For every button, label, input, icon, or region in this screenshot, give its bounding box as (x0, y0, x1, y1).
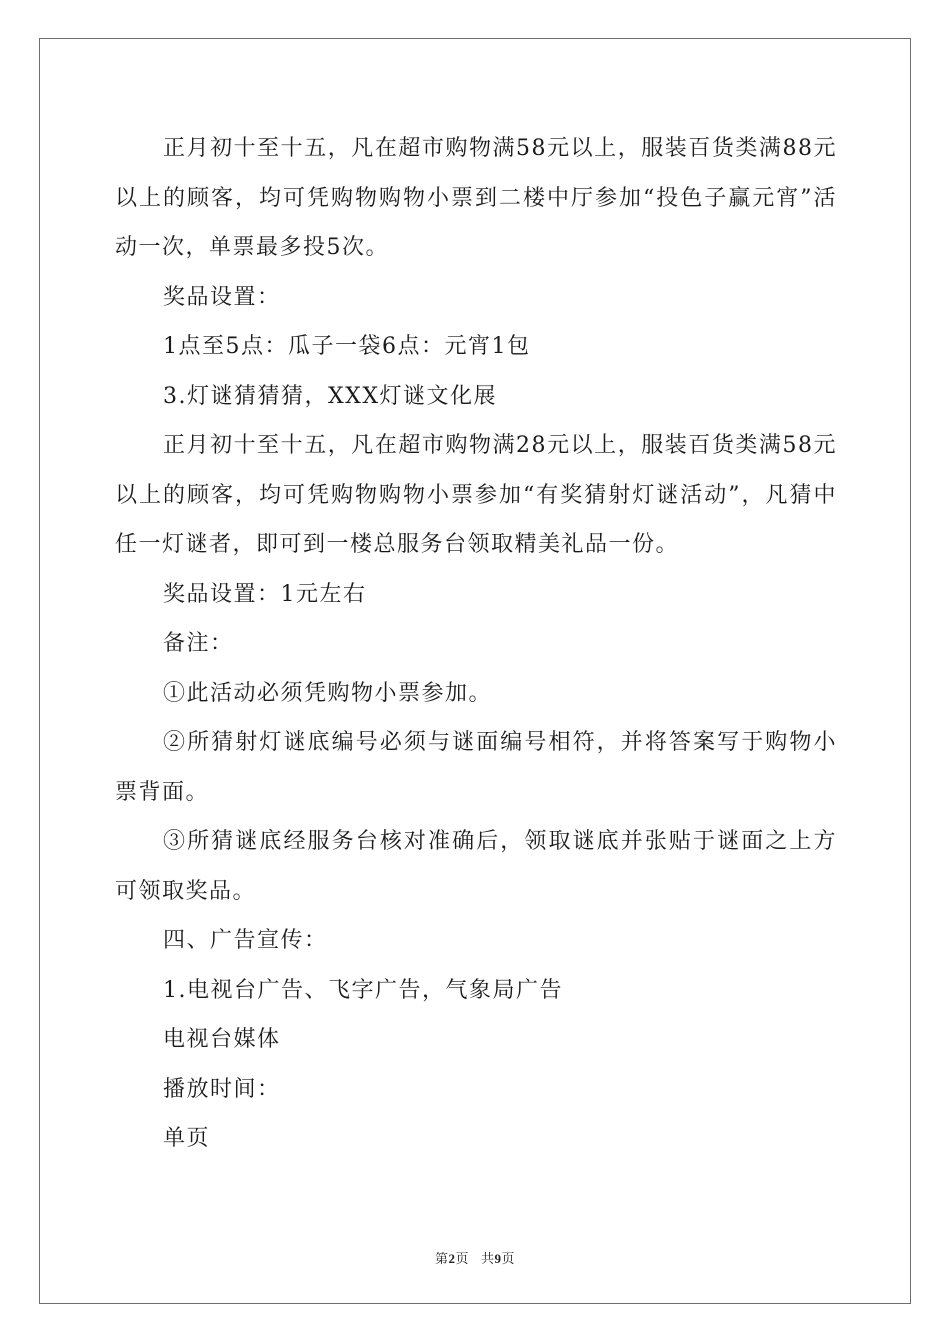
paragraph-riddle-prize: 奖品设置：1元左右 (163, 581, 367, 607)
page-prefix: 第 (434, 1251, 449, 1266)
paragraph-flyer: 单页 (163, 1126, 211, 1151)
paragraph-dice-prizes: 1点至5点：瓜子一袋6点：元宵1包 (163, 334, 531, 359)
paragraph-note-1: ①此活动必须凭购物小票参加。 (163, 680, 493, 706)
paragraph-note-3: ③所猜谜底经服务台核对准确后，领取谜底并张贴于谜面之上方可领取奖品。 (115, 829, 837, 904)
total-unit: 页 (501, 1251, 516, 1266)
paragraph-tv-media: 电视台媒体 (163, 1027, 281, 1052)
paragraph-advertising-heading: 四、广告宣传： (163, 928, 328, 953)
paragraph-tv-ads: 1.电视台广告、飞字广告，气象局广告 (163, 977, 563, 1003)
paragraph-broadcast-time: 播放时间： (163, 1076, 281, 1102)
paragraph-notes-heading: 备注： (163, 631, 234, 656)
paragraph-note-2: ②所猜射灯谜底编号必须与谜面编号相符，并将答案写于购物小票背面。 (115, 730, 837, 805)
paragraph-lantern-riddle-title: 3.灯谜猜猜猜，XXX灯谜文化展 (163, 383, 497, 409)
page-footer (0, 1248, 950, 1267)
document-body (115, 124, 837, 1164)
page-unit: 页 (455, 1251, 469, 1266)
paragraph-riddle-activity: 正月初十至十五，凡在超市购物满28元以上，服装百货类满58元以上的顾客，均可凭购物购物小票参加“有奖猜射灯谜活动”，凡猜中任一灯谜者，即可到一楼总服务台领取精美礼品一份。 (115, 433, 837, 557)
total-page-count: 9 (494, 1251, 502, 1266)
paragraph-prize-settings-heading: 奖品设置： (163, 284, 281, 310)
paragraph-dice-activity: 正月初十至十五，凡在超市购物满58元以上，服装百货类满88元以上的顾客，均可凭购物购物小票到二楼中厅参加“投色子赢元宵”活动一次，单票最多投5次。 (115, 136, 837, 260)
current-page-number: 2 (448, 1251, 456, 1266)
total-prefix: 共 (481, 1251, 495, 1266)
